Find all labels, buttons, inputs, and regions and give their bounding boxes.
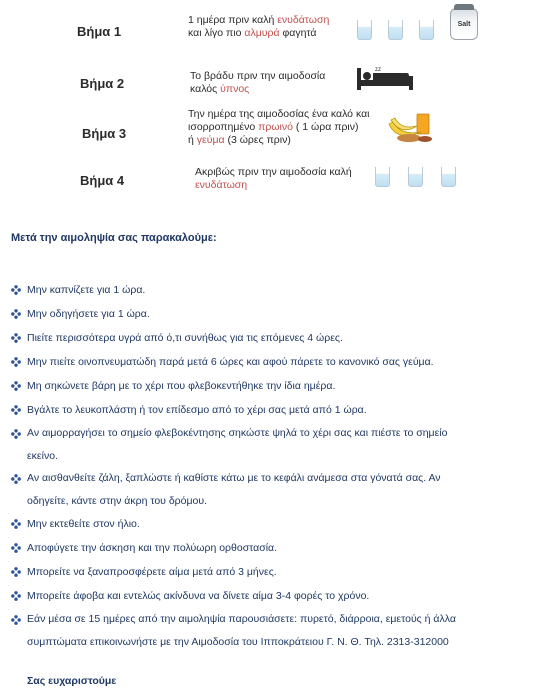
diamond-bullet-icon [11, 333, 21, 343]
water-glass-icon [441, 167, 456, 187]
step-3-label: Βήμα 3 [82, 126, 127, 141]
list-item-text: Μην πιείτε οινοπνευματώδη παρά μετά 6 ώρες και αφού πάρετε το κανονικό σας γεύμα. [27, 356, 434, 368]
list-item [11, 467, 531, 512]
diamond-bullet-icon [11, 381, 21, 391]
water-glass-icon [375, 167, 390, 187]
step-3-text: Την ημέρα της αιμοδοσίας ένα καλό και ισορροπημένο πρωινό ( 1 ώρα πριν) ή γεύμα (3 ώρες πριν) [188, 108, 370, 146]
bread-icon [397, 134, 432, 142]
list-item [11, 326, 531, 350]
list-item [11, 278, 531, 302]
list-item [11, 608, 531, 653]
list-item [11, 422, 531, 467]
water-glass-icon [408, 167, 423, 187]
diamond-bullet-icon [11, 474, 21, 484]
list-item-text: οδηγείτε, κάντε στην άκρη του δρόμου. [27, 494, 208, 507]
list-item-text: Μη σηκώνετε βάρη με το χέρι που φλεβοκεντήθηκε την ίδια ημέρα. [27, 380, 336, 392]
list-item [11, 350, 531, 374]
thanks-text: Σας ευχαριστούμε [27, 675, 117, 687]
step-1-text: 1 ημέρα πριν καλή ενυδάτωση και λίγο πιο αλμυρά φαγητά [188, 14, 330, 39]
juice-glass-icon [417, 114, 429, 134]
list-item-text: Εάν μέσα σε 15 ημέρες από την αιμοληψία παρουσιάσετε: πυρετό, διάρροια, εμετούς ή άλλα [27, 613, 456, 625]
list-item-text: Μπορείτε άφοβα και εντελώς ακίνδυνα να δίνετε αίμα 3-4 φορές το χρόνο. [27, 590, 370, 602]
list-item [11, 302, 531, 326]
step-4-label: Βήμα 4 [80, 173, 125, 188]
bed-icon [355, 64, 415, 92]
diamond-bullet-icon [11, 591, 21, 601]
diamond-bullet-icon [11, 429, 21, 439]
list-item-text: Μπορείτε να ξαναπροσφέρετε αίμα μετά από 3 μήνες. [27, 566, 277, 578]
step-1-label: Βήμα 1 [77, 24, 122, 39]
list-item-text: Μην οδηγήσετε για 1 ώρα. [27, 308, 150, 320]
list-item [11, 512, 531, 536]
list-item-text: Μην εκτεθείτε στον ήλιο. [27, 518, 140, 530]
step-1-icons [357, 8, 478, 40]
diamond-bullet-icon [11, 309, 21, 319]
list-item [11, 374, 531, 398]
list-item-text: Αν αιμορραγήσει το σημείο φλεβοκέντησης σηκώστε ψηλά το χέρι σας και πιέστε το σημείο [27, 427, 448, 439]
diamond-bullet-icon [11, 567, 21, 577]
diamond-bullet-icon [11, 405, 21, 415]
step-4-icons [375, 167, 456, 187]
diamond-bullet-icon [11, 357, 21, 367]
list-item [11, 560, 531, 584]
water-glass-icon [357, 20, 372, 40]
list-item-text: Βγάλτε το λευκοπλάστη ή τον επίδεσμο από το χέρι σας μετά από 1 ώρα. [27, 404, 367, 416]
water-glass-icon [388, 20, 403, 40]
list-item-text: εκείνο. [27, 449, 58, 462]
list-item-text: Μην καπνίζετε για 1 ώρα. [27, 284, 146, 296]
list-item-text: συμπτώματα επικοινωνήστε με την Αιμοδοσία του Ιπποκράτειου Γ. Ν. Θ. Τηλ. 2313-312000 [27, 635, 449, 648]
list-item-text: Αποφύγετε την άσκηση και την πολύωρη ορθοστασία. [27, 542, 278, 554]
step-2-label: Βήμα 2 [80, 76, 125, 91]
after-donation-title: Μετά την αιμοληψία σας παρακαλούμε: [11, 232, 217, 244]
diamond-bullet-icon [11, 519, 21, 529]
svg-text:zz: zz [375, 67, 381, 73]
step-2-text: Το βράδυ πριν την αιμοδοσία καλός ύπνος [190, 70, 326, 95]
salt-shaker-icon: Salt [450, 8, 478, 40]
breakfast-icon [387, 108, 435, 144]
instructions-list [11, 278, 531, 653]
water-glass-icon [419, 20, 434, 40]
diamond-bullet-icon [11, 543, 21, 553]
list-item [11, 398, 531, 422]
banana-icon [389, 118, 421, 136]
list-item [11, 584, 531, 608]
list-item-text: Πιείτε περισσότερα υγρά από ό,τι συνήθως για τις επόμενες 4 ώρες. [27, 332, 343, 344]
step-4-text: Ακριβώς πριν την αιμοδοσία καλή ενυδάτωση [195, 166, 352, 191]
list-item [11, 536, 531, 560]
list-item-text: Αν αισθανθείτε ζάλη, ξαπλώστε ή καθίστε κάτω με το κεφάλι ανάμεσα στα γόνατά σας. Αν [27, 472, 441, 484]
diamond-bullet-icon [11, 615, 21, 625]
diamond-bullet-icon [11, 285, 21, 295]
